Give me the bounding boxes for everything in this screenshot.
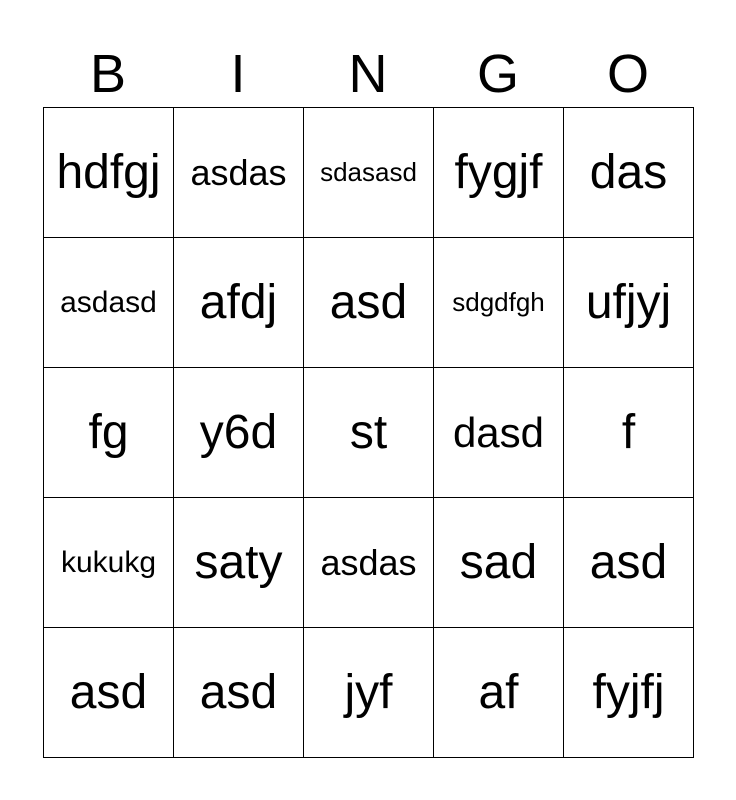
bingo-cell-r2-c3[interactable]: asd [304,238,434,368]
bingo-cell-r4-c5[interactable]: asd [564,498,694,628]
bingo-cell-r1-c3[interactable]: sdasasd [304,108,434,238]
bingo-board [43,107,694,758]
header-letter-n: N [348,44,388,104]
bingo-cell-r3-c2[interactable]: y6d [174,368,304,498]
bingo-cell-r1-c5[interactable]: das [564,108,694,238]
header-letter-g: G [476,44,519,104]
bingo-cell-r4-c2[interactable]: saty [174,498,304,628]
bingo-cell-r5-c2[interactable]: asd [174,628,304,758]
bingo-cell-r5-c3[interactable]: jyf [304,628,434,758]
bingo-cell-r2-c4[interactable]: sdgdfgh [434,238,564,368]
bingo-cell-r5-c4[interactable]: af [434,628,564,758]
bingo-cell-r4-c4[interactable]: sad [434,498,564,628]
bingo-cell-r2-c2[interactable]: afdj [174,238,304,368]
bingo-cell-r4-c3[interactable]: asdas [304,498,434,628]
bingo-cell-r5-c5[interactable]: fyjfj [564,628,694,758]
bingo-cell-r3-c1[interactable]: fg [44,368,174,498]
bingo-cell-r5-c1[interactable]: asd [44,628,174,758]
bingo-cell-r1-c1[interactable]: hdfgj [44,108,174,238]
bingo-cell-r3-c5[interactable]: f [564,368,694,498]
header-letter-o: O [606,44,649,104]
header-letter-b: B [89,44,127,104]
bingo-cell-r4-c1[interactable]: kukukg [44,498,174,628]
bingo-cell-r2-c1[interactable]: asdasd [44,238,174,368]
bingo-cell-r3-c3[interactable]: st [304,368,434,498]
bingo-cell-r2-c5[interactable]: ufjyj [564,238,694,368]
bingo-cell-r3-c4[interactable]: dasd [434,368,564,498]
bingo-cell-r1-c4[interactable]: fygjf [434,108,564,238]
bingo-header [43,40,693,108]
header-letter-i: I [230,44,246,104]
bingo-cell-r1-c2[interactable]: asdas [174,108,304,238]
